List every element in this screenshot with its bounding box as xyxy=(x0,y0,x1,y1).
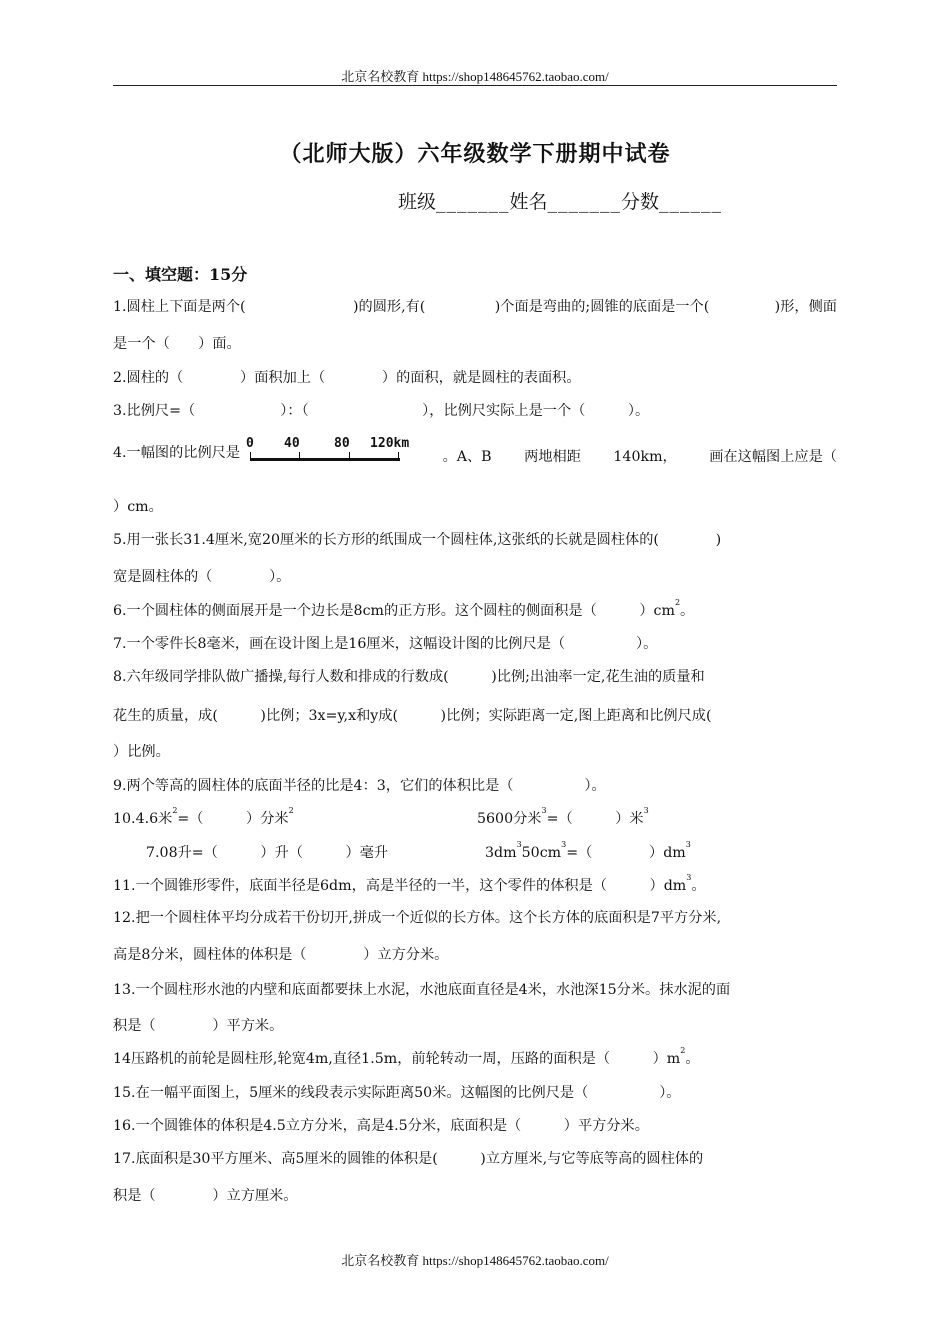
name-label: 姓名 xyxy=(509,191,548,213)
question-6: 6.一个圆柱体的侧面展开是一个边长是8cm的正方形。这个圆柱的侧面积是（ ）$cm^2$。 xyxy=(113,598,695,619)
question-17-line-1: 17.底面积是30平方厘米、高5厘米的圆锥的体积是( )立方厘米,与它等底等高的圆柱体的 xyxy=(113,1151,704,1167)
question-12-line-1: 12.把一个圆柱体平均分成若干份切开,拼成一个近似的长方体。这个长方体的底面积是7平方分米, xyxy=(113,910,722,926)
question-3: 3.比例尺=（ ）：（ ），比例尺实际上是一个（ ）。 xyxy=(113,403,650,419)
scale-tick xyxy=(250,452,251,459)
question-13-line-2: 积是（ ）平方米。 xyxy=(113,1018,284,1034)
page-footer: 北京名校教育 https://shop148645762.taobao.com/ xyxy=(341,1253,609,1268)
question-5-line-2: 宽是圆柱体的（ ）。 xyxy=(113,569,291,585)
question-4-line-1: 4.一幅图的比例尺是 0 40 80 120km 。A、B 两地相距 140km， 画在这幅图上应是（ xyxy=(113,436,837,465)
question-10-line-2: 7.08升=（ ）升（ ）毫升 $3dm^350cm^3=$（ ）$dm^3$ xyxy=(146,840,691,861)
section-heading-fill-blank: 一、填空题：15分 xyxy=(113,265,248,284)
question-14: 14压路机的前轮是圆柱形,轮宽4m,直径1.5m，前轮转动一周，压路的面积是（ ）$m^2$。 xyxy=(113,1046,700,1067)
scale-label-40: 40 xyxy=(284,436,300,451)
student-info-fields xyxy=(398,187,722,214)
exam-title: （北师大版）六年级数学下册期中试卷 xyxy=(279,141,671,167)
question-17-line-2: 积是（ ）立方厘米。 xyxy=(113,1188,298,1204)
scale-bar-graphic xyxy=(246,436,410,466)
question-16: 16.一个圆锥体的体积是4.5立方分米，高是4.5分米，底面积是（ ）平方分米。 xyxy=(113,1118,649,1134)
scale-tick xyxy=(299,452,300,459)
page-header: 北京名校教育 https://shop148645762.taobao.com/ xyxy=(341,69,609,84)
question-12-line-2: 高是8分米，圆柱体的体积是（ ）立方分米。 xyxy=(113,947,449,963)
question-10-line-1: 10.4.6米$^2$=（ ）分米$^2$ 5600分米$^3$=（ ）米$^3$ xyxy=(113,806,649,827)
question-8-line-3: ）比例。 xyxy=(113,744,170,760)
question-15: 15.在一幅平面图上，5厘米的线段表示实际距离50米。这幅图的比例尺是（ ）。 xyxy=(113,1085,681,1101)
scale-label-0: 0 xyxy=(246,436,254,451)
scale-tick xyxy=(349,452,350,459)
question-8-line-2: 花生的质量，成( )比例；3x=y,x和y成( )比例；实际距离一定,图上距离和比例尺成( xyxy=(113,708,712,724)
question-5-line-1: 5.用一张长31.4厘米,宽20厘米的长方形的纸围成一个圆柱体,这张纸的长就是圆柱体的( ) xyxy=(113,532,722,548)
scale-bar-line xyxy=(250,458,400,461)
question-4-line-2: ）cm。 xyxy=(113,499,163,515)
score-label: 分数 xyxy=(621,191,660,213)
class-label: 班级 xyxy=(398,191,437,213)
question-8-line-1: 8.六年级同学排队做广播操,每行人数和排成的行数成( )比例;出油率一定,花生油的质量和 xyxy=(113,669,705,685)
question-13-line-1: 13.一个圆柱形水池的内壁和底面都要抹上水泥，水池底面直径是4米，水池深15分米。抹水泥的面 xyxy=(113,982,731,998)
question-11: 11.一个圆锥形零件，底面半径是6dm，高是半径的一半，这个零件的体积是（ ）$dm^3$。 xyxy=(113,873,706,894)
name-blank[interactable]: _______ xyxy=(547,191,622,213)
question-9: 9.两个等高的圆柱体的底面半径的比是4：3，它们的体积比是（ ）。 xyxy=(113,778,606,794)
class-blank[interactable]: _______ xyxy=(436,191,510,213)
score-blank[interactable]: ______ xyxy=(659,191,723,213)
question-7: 7.一个零件长8毫米，画在设计图上是16厘米，这幅设计图的比例尺是（ ）。 xyxy=(113,636,658,652)
question-1-line-2: 是一个（ ）面。 xyxy=(113,336,241,352)
scale-label-80: 80 xyxy=(334,436,350,451)
scale-tick xyxy=(398,452,399,459)
question-1-line-1: 1.圆柱上下面是两个( )的圆形,有( )个面是弯曲的;圆锥的底面是一个( )形，侧面 xyxy=(113,299,837,315)
question-2: 2.圆柱的（ ）面积加上（ ）的面积，就是圆柱的表面积。 xyxy=(113,370,581,386)
header-rule xyxy=(113,85,837,86)
scale-label-120km: 120km xyxy=(370,436,410,451)
